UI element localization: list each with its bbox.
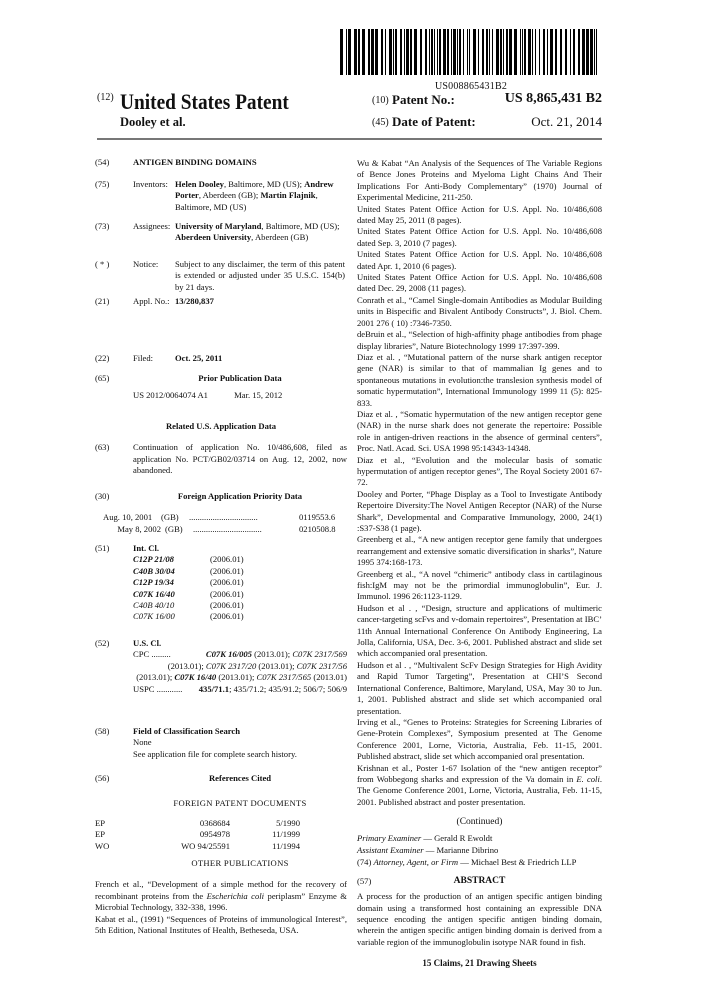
assignees-label: Assignees: bbox=[133, 221, 171, 231]
int-cl-list bbox=[133, 554, 347, 622]
barcode-bar bbox=[492, 29, 493, 75]
barcode-bar bbox=[478, 29, 479, 75]
assignees-list bbox=[175, 221, 345, 244]
reference-entry: United States Patent Office Action for U.S. Appl. No. 10/486,608 dated May 25, 2011 (8 pages). bbox=[357, 203, 602, 226]
inventor-name: Andrew Porter bbox=[175, 179, 334, 201]
cpc-code: C07K 16/005 bbox=[205, 649, 252, 660]
barcode-bar bbox=[362, 29, 365, 75]
ref-text: periplasm” Enzyme & Microbial Technology, 332-338, 1996. bbox=[95, 890, 347, 913]
barcode-bar bbox=[385, 29, 386, 75]
barcode-bar bbox=[550, 29, 553, 75]
assignee-location: , Aberdeen (GB) bbox=[251, 232, 309, 243]
abstract-text: A process for the production of an antigen specific antigen binding domain using a transformed host containing an expressible DNA sequence encoding the antigen specific antigen binding domain, wherein the antigen specific antigen binding domain is derived from a variable region of the immunoglobulin isotype NAR found in fish. bbox=[357, 891, 602, 947]
barcode-bar bbox=[535, 29, 536, 75]
attorney-name: — Michael Best & Friedrich LLP bbox=[458, 857, 577, 868]
class-version: (2006.01) bbox=[210, 588, 244, 599]
notice-code: ( * ) bbox=[95, 259, 110, 269]
reference-entry: United States Patent Office Action for U.S. Appl. No. 10/486,608 dated Dec. 29, 2008 (11 pages). bbox=[357, 272, 602, 294]
inventor-name: Martin Flajnik bbox=[260, 190, 316, 201]
reference-entry: Hudson et al . , “Multivalent ScFv Design Strategies for High Avidity and Rapid Tumor Targeting”, Presentation at CHI’S Second International Conference, Baltimore, Maryland, USA, May 30 to Jun. 1, 2001. Published abstract and slide set which accompanied oral presentation. bbox=[357, 659, 602, 716]
uspc-main: 435/71.1 bbox=[198, 683, 230, 694]
barcode-bar bbox=[560, 29, 562, 75]
field-search-none: None bbox=[133, 737, 152, 748]
reference-entry: Kabat et al., (1991) “Sequences of Proteins of immunological Interest”, 5th Edition, National Institutes of Health, Betheseda, USA. bbox=[95, 913, 347, 936]
leader-dots: ................................ bbox=[193, 523, 262, 534]
barcode-bar bbox=[539, 29, 540, 75]
field-search-section bbox=[95, 726, 347, 760]
assistant-examiner-label: Assistant Examiner bbox=[357, 844, 424, 855]
inventors-label: Inventors: bbox=[133, 179, 168, 189]
class-code: C12P 19/34 bbox=[133, 577, 174, 588]
foreign-priority-section bbox=[95, 491, 347, 535]
notice-text: Subject to any disclaimer, the term of this patent is extended or adjusted under 35 U.S.C. 154(b) by 21 days. bbox=[175, 259, 345, 292]
reference-entry: Diaz et al., “Evolution and the molecular basis of somatic hypermutation of antigen receptor genes”, The Royal Society 2001 67-72. bbox=[357, 454, 602, 488]
priority-country: (GB) bbox=[161, 512, 179, 523]
prior-pub-heading: Prior Publication Data bbox=[198, 373, 282, 383]
barcode-bar bbox=[524, 29, 526, 75]
foreign-docs-list bbox=[95, 818, 347, 852]
foreign-doc-row bbox=[95, 829, 347, 840]
abstract-heading: ABSTRACT bbox=[453, 875, 506, 886]
assistant-examiner bbox=[357, 845, 602, 856]
int-cl-code: (51) bbox=[95, 543, 110, 553]
cpc-version: (2013.01); bbox=[136, 672, 175, 683]
barcode-bar bbox=[467, 29, 468, 75]
right-column bbox=[357, 158, 602, 970]
foreign-doc-country: EP bbox=[95, 829, 106, 840]
barcode-bar bbox=[570, 29, 571, 75]
class-code: C07K 16/40 bbox=[133, 588, 175, 599]
reference-entry: United States Patent Office Action for U.S. Appl. No. 10/486,608 dated Apr. 1, 2010 (6 pages). bbox=[357, 249, 602, 271]
cpc-classes bbox=[133, 649, 347, 683]
int-cl-row bbox=[133, 589, 347, 600]
priority-number: 0210508.8 bbox=[299, 523, 336, 534]
cpc-code: C07K 2317/56 bbox=[296, 660, 347, 671]
barcode-bar bbox=[489, 29, 490, 75]
reference-entry: deBruin et al., “Selection of high-affinity phage antibodies from phage display libraries”, Nature Biotechnology 1999 17:397-399. bbox=[357, 329, 602, 351]
barcode-bar bbox=[393, 29, 394, 75]
reference-entry: Greenberg et al., “A novel “chimeric” antibody class in cartilaginous fish:IgM may not be the primordial immunoglobulin”, Eur. J. Immunol. 1996 26:1123-1129. bbox=[357, 568, 602, 602]
cpc-version: (2013.01) bbox=[311, 672, 347, 683]
prior-pub-date: Mar. 15, 2012 bbox=[234, 390, 283, 401]
barcode-bar bbox=[410, 29, 412, 75]
barcode-bar bbox=[590, 29, 593, 75]
barcode-bar bbox=[400, 29, 402, 75]
barcode-number: US008865431B2 bbox=[434, 81, 508, 92]
left-column bbox=[95, 157, 347, 957]
assistant-examiner-name: — Marianne Dibrino bbox=[423, 844, 499, 855]
barcode-bar bbox=[437, 29, 438, 75]
barcode-bar bbox=[443, 29, 446, 75]
patent-no-label: Patent No.: bbox=[392, 92, 455, 107]
reference-entry: Wu & Kabat “An Analysis of the Sequences of The Variable Regions of Bence Jones Proteins and Myeloma Light Chains And Their Implications For Anti-Body Complementary” (1970) Journal of Experimental Medicine, 211-250. bbox=[357, 158, 602, 203]
claims-summary: 15 Claims, 21 Drawing Sheets bbox=[422, 958, 537, 969]
barcode-bar bbox=[439, 29, 441, 75]
attorney-label: Attorney, Agent, or Firm bbox=[373, 857, 459, 868]
barcode-bar bbox=[503, 29, 504, 75]
foreign-doc-country: WO bbox=[95, 840, 110, 851]
other-publications-list bbox=[357, 158, 602, 763]
assignees-code: (73) bbox=[95, 221, 110, 231]
int-cl-row bbox=[133, 566, 347, 577]
leader-dots: ................................ bbox=[189, 512, 258, 523]
class-code: C12P 21/08 bbox=[133, 554, 174, 565]
class-version: (2006.01) bbox=[210, 554, 244, 565]
reference-entry: Dooley and Porter, “Phage Display as a Tool to Investigate Antibody Repertoire Diversity:The Novel Antigen Receptor (NAR) of the Nurse Shark”, Developmental and Comparative Immunology, 2000, 24(1) :S37-S38 (1 page). bbox=[357, 488, 602, 533]
priority-country: (GB) bbox=[165, 523, 183, 534]
barcode-bar bbox=[514, 29, 517, 75]
us-cl-section bbox=[95, 638, 347, 695]
reference-entry: Greenberg et al., “A new antigen receptor gene family that undergoes rearrangement and extensive somatic diversification in sharks”, Nature 1995 374:168-173. bbox=[357, 534, 602, 568]
authors: Dooley et al. bbox=[120, 115, 186, 129]
ref-italic: Escherichia coli bbox=[206, 890, 265, 901]
class-version: (2006.01) bbox=[210, 600, 244, 611]
barcode bbox=[340, 29, 602, 75]
related-text: Continuation of application No. 10/486,608, filed as application No. PCT/GB02/03714 on Aug. 12, 2002, now abandoned. bbox=[133, 442, 347, 476]
foreign-doc-date: 11/1999 bbox=[272, 829, 300, 840]
reference-entry: Hudson et al . , “Design, structure and applications of multimeric cancer-targeting scFvs and v-domain repertoires”, Presentation at IBC’ 11th Annual International Conference On Antibody Engineering, La Jolla, California, USA, Dec. 3-6, 2001. Published abstract and slide set which accompanied oral presentation. bbox=[357, 602, 602, 659]
barcode-bar bbox=[582, 29, 585, 75]
int-cl-label: Int. Cl. bbox=[133, 543, 160, 553]
abstract-code: (57) bbox=[357, 875, 372, 886]
us-cl-code: (52) bbox=[95, 638, 110, 648]
barcode-bar bbox=[509, 29, 512, 75]
barcode-bar bbox=[395, 29, 397, 75]
barcode-bar bbox=[451, 29, 452, 75]
barcode-bar bbox=[522, 29, 523, 75]
barcode-bar bbox=[578, 29, 580, 75]
ref-italic: E. coli bbox=[576, 773, 600, 784]
header-divider bbox=[97, 138, 602, 140]
filed-code: (22) bbox=[95, 353, 110, 363]
barcode-bar bbox=[434, 29, 435, 75]
invention-title: ANTIGEN BINDING DOMAINS bbox=[133, 157, 257, 167]
priority-date: Aug. 10, 2001 bbox=[103, 512, 153, 523]
patent-no-code: (10) bbox=[372, 95, 389, 106]
barcode-bar bbox=[375, 29, 378, 75]
barcode-bar bbox=[528, 29, 531, 75]
priority-date: May 8, 2002 bbox=[117, 523, 161, 534]
barcode-bar bbox=[594, 29, 595, 75]
foreign-priority-code: (30) bbox=[95, 491, 110, 501]
cpc-version: (2013.01); bbox=[251, 649, 293, 660]
abstract-heading-row bbox=[357, 876, 602, 887]
barcode-bar bbox=[486, 29, 488, 75]
reference-entry: Diaz et al. , “Somatic hypermutation of the new antigen receptor gene (NAR) in the nurse shark does not generate the repertoire: Possible role in antigen-driven reactions in the absence of germinal centers”, Proc. Natl. Acad. Sci. USA 1998 95:14343-14348. bbox=[357, 408, 602, 454]
inventor-location: , Baltimore, MD (US) bbox=[175, 190, 318, 212]
priority-row bbox=[103, 524, 347, 535]
inventors-section bbox=[95, 179, 347, 219]
barcode-bar bbox=[565, 29, 567, 75]
barcode-bar bbox=[348, 29, 351, 75]
reference-entry: Irving et al., “Genes to Proteins: Strategies for Screening Libraries of Gene-Protein Complexes”, Symposium presented at The Genome Conference 2001, Lorne, Victoria, Australia, Feb. 11-15, 2001. Published abstract, slide set which accompanied oral presentation. bbox=[357, 716, 602, 762]
field-search-heading: Field of Classification Search bbox=[133, 726, 241, 736]
reference-entry: Conrath et al., “Camel Single-domain Antibodies as Modular Building units in Bispecific and Bivalent Antibody Constructs”, J. Biol. Chem. 2001 276 ( 10) :7346-7350. bbox=[357, 294, 602, 328]
barcode-bar bbox=[429, 29, 430, 75]
barcode-bar bbox=[496, 29, 499, 75]
primary-examiner-label: Primary Examiner bbox=[357, 832, 422, 843]
title-code: (54) bbox=[95, 157, 110, 167]
foreign-priority-heading: Foreign Application Priority Data bbox=[177, 491, 303, 501]
barcode-bar bbox=[354, 29, 357, 75]
barcode-bar bbox=[506, 29, 508, 75]
barcode-bar bbox=[346, 29, 347, 75]
barcode-bar bbox=[473, 29, 476, 75]
reference-entry bbox=[357, 763, 602, 809]
barcode-bar bbox=[425, 29, 427, 75]
barcode-bar bbox=[420, 29, 422, 75]
date-label: Date of Patent: bbox=[392, 114, 476, 129]
int-cl-row bbox=[133, 600, 347, 611]
references-heading: References Cited bbox=[208, 773, 272, 783]
reference-entry bbox=[95, 879, 347, 913]
cpc-label: CPC ......... bbox=[133, 649, 171, 660]
continued-note: (Continued) bbox=[456, 817, 503, 828]
assignee-name: University of Maryland bbox=[175, 221, 262, 231]
barcode-bar bbox=[371, 29, 374, 75]
notice-label: Notice: bbox=[133, 259, 159, 269]
barcode-bar bbox=[368, 29, 370, 75]
prior-publication-section bbox=[95, 373, 347, 402]
attorney-code: (74) bbox=[357, 857, 372, 868]
cpc-code: C07K 16/40 bbox=[174, 672, 217, 683]
related-code: (63) bbox=[95, 442, 110, 453]
int-cl-row bbox=[133, 577, 347, 588]
primary-examiner-name: — Gerald R Ewoldt bbox=[421, 832, 493, 843]
us-cl-label: U.S. Cl. bbox=[133, 638, 162, 648]
barcode-bar bbox=[414, 29, 417, 75]
references-section bbox=[95, 773, 347, 936]
barcode-bar bbox=[500, 29, 502, 75]
barcode-bar bbox=[520, 29, 521, 75]
barcode-bar bbox=[596, 29, 597, 75]
barcode-bar bbox=[404, 29, 405, 75]
ref-text: French et al., “Development of a simple method for the recovery of recombinant proteins from the bbox=[95, 879, 347, 901]
uspc-other: ; 435/71.2; 435/91.2; 506/7; 506/9 bbox=[229, 683, 347, 694]
barcode-bar bbox=[469, 29, 470, 75]
foreign-docs-heading: FOREIGN PATENT DOCUMENTS bbox=[173, 798, 307, 809]
filed-date: Oct. 25, 2011 bbox=[175, 353, 223, 363]
inventors-list bbox=[175, 179, 345, 213]
priority-number: 0119553.6 bbox=[299, 512, 336, 523]
patent-type-title: United States Patent bbox=[120, 89, 289, 114]
cpc-code: C07K 2317/565 bbox=[256, 672, 312, 683]
other-publications-heading: OTHER PUBLICATIONS bbox=[191, 858, 289, 869]
barcode-bar bbox=[586, 29, 589, 75]
uspc-label: USPC ............ bbox=[133, 683, 183, 694]
barcode-bar bbox=[381, 29, 383, 75]
filed-label: Filed: bbox=[133, 353, 154, 363]
field-search-code: (58) bbox=[95, 726, 110, 736]
foreign-doc-row bbox=[95, 818, 347, 829]
class-version: (2006.01) bbox=[210, 611, 244, 622]
foreign-doc-date: 5/1990 bbox=[276, 817, 300, 828]
class-code: C07K 16/00 bbox=[133, 611, 175, 622]
inventors-code: (75) bbox=[95, 179, 110, 189]
barcode-bar bbox=[447, 29, 449, 75]
ref-text: . The Genome Conference 2001, Lorne, Victoria, Australia, Feb. 11-15, 2001. Published abstract and poster presentation. bbox=[357, 773, 602, 807]
barcode-bar bbox=[482, 29, 484, 75]
appl-number: 13/280,837 bbox=[175, 296, 214, 306]
attorney bbox=[357, 857, 602, 868]
barcode-bar bbox=[543, 29, 545, 75]
barcode-bar bbox=[340, 29, 343, 75]
barcode-bar bbox=[463, 29, 464, 75]
assignee-name: Aberdeen University bbox=[175, 232, 252, 243]
inventor-location: , Baltimore, MD (US); bbox=[223, 179, 302, 189]
field-search-note: See application file for complete search history. bbox=[133, 748, 297, 759]
barcode-bar bbox=[459, 29, 461, 75]
barcode-bar bbox=[573, 29, 575, 75]
related-application-section bbox=[95, 421, 347, 477]
class-version: (2006.01) bbox=[210, 577, 244, 588]
prior-pub-number: US 2012/0064074 A1 bbox=[133, 390, 208, 401]
cpc-version: (2013.01); bbox=[216, 672, 257, 683]
primary-examiner bbox=[357, 833, 602, 844]
barcode-bar bbox=[358, 29, 360, 75]
type-code: (12) bbox=[97, 92, 114, 103]
priority-row bbox=[103, 512, 347, 523]
foreign-doc-number: WO 94/25591 bbox=[181, 840, 230, 851]
foreign-doc-row bbox=[95, 841, 347, 852]
reference-entry: Diaz et al. , “Mutational pattern of the nurse shark antigen receptor gene (NAR) is similar to that of mammalian Ig genes and to spontaneous mutations in evolution:the translesion synthesis model of somatic hypermutation”, International Immunology 1999 11 (5): 825-833. bbox=[357, 351, 602, 408]
class-version: (2006.01) bbox=[210, 565, 244, 576]
int-cl-row bbox=[133, 554, 347, 565]
patent-number: US 8,865,431 B2 bbox=[504, 91, 602, 106]
barcode-bar bbox=[547, 29, 548, 75]
barcode-bar bbox=[457, 29, 458, 75]
foreign-doc-number: 0954978 bbox=[199, 829, 230, 840]
inventor-location: , Aberdeen (GB); bbox=[198, 190, 259, 201]
foreign-doc-number: 0368684 bbox=[199, 817, 230, 828]
cpc-version: (2013.01); bbox=[167, 660, 206, 671]
barcode-bar bbox=[389, 29, 392, 75]
appl-code: (21) bbox=[95, 296, 110, 306]
cpc-code: C07K 2317/569 bbox=[292, 649, 347, 660]
class-code: C40B 40/10 bbox=[133, 600, 175, 611]
prior-pub-code: (65) bbox=[95, 373, 110, 383]
int-cl-section bbox=[95, 543, 347, 623]
patent-date: Oct. 21, 2014 bbox=[531, 114, 602, 129]
assignee-location: , Baltimore, MD (US); bbox=[261, 221, 340, 231]
barcode-bar bbox=[555, 29, 557, 75]
related-heading: Related U.S. Application Data bbox=[165, 421, 277, 431]
date-code: (45) bbox=[372, 117, 389, 128]
uspc-classes bbox=[133, 684, 347, 695]
reference-entry: United States Patent Office Action for U.S. Appl. No. 10/486,608 dated Sep. 3, 2010 (7 pages). bbox=[357, 226, 602, 248]
ref-text: Krishnan et al., Poster 1-67 Isolation of the “new antigen receptor” from Wobbegong sharks and expression of the Va domain in bbox=[357, 762, 602, 784]
foreign-doc-date: 11/1994 bbox=[272, 840, 300, 851]
barcode-bar bbox=[532, 29, 533, 75]
cpc-code: C07K 2317/20 bbox=[205, 660, 257, 671]
cpc-version: (2013.01); bbox=[256, 660, 297, 671]
class-code: C40B 30/04 bbox=[133, 565, 175, 576]
int-cl-row bbox=[133, 611, 347, 622]
references-code: (56) bbox=[95, 773, 110, 783]
inventor-name: Helen Dooley bbox=[175, 179, 224, 189]
barcode-bar bbox=[431, 29, 433, 75]
barcode-bar bbox=[453, 29, 456, 75]
appl-label: Appl. No.: bbox=[133, 296, 170, 306]
barcode-bar bbox=[406, 29, 409, 75]
foreign-doc-country: EP bbox=[95, 817, 106, 828]
